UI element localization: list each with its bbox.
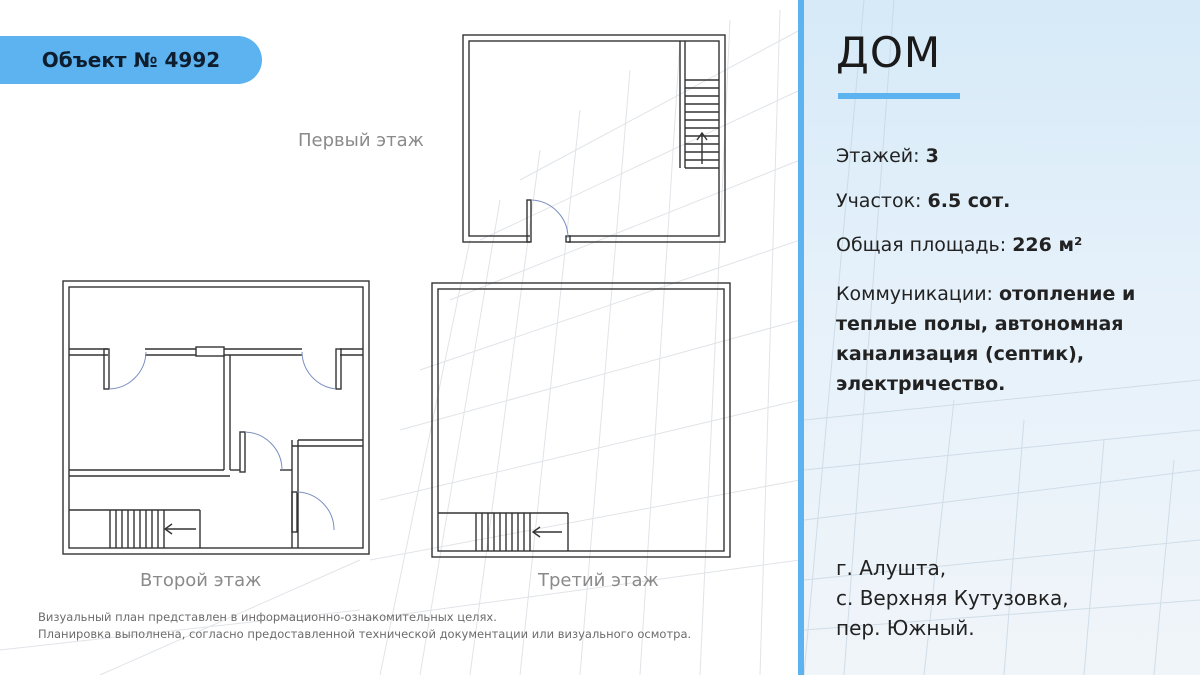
address-village: с. Верхняя Кутузовка, xyxy=(836,586,1069,610)
address-street: пер. Южный. xyxy=(836,616,975,640)
floors-info xyxy=(836,145,939,167)
floor-plan-bottom-right xyxy=(432,283,730,557)
communications-label: Коммуникации: xyxy=(836,283,993,305)
first-floor-label: Первый этаж xyxy=(298,130,424,151)
title-underline xyxy=(838,93,960,99)
floors-value: 3 xyxy=(925,145,939,167)
floor-plan-bottom-left xyxy=(63,281,369,554)
floor-plan-top xyxy=(463,35,725,242)
object-number-badge xyxy=(0,36,262,84)
object-number-label: Объект № 4992 xyxy=(41,48,221,72)
communications-info xyxy=(836,279,1176,399)
panel-divider xyxy=(798,0,804,675)
floors-label: Этажей: xyxy=(836,145,920,167)
plot-label: Участок: xyxy=(836,190,922,212)
plot-value: 6.5 сот. xyxy=(927,190,1011,212)
second-floor-label: Второй этаж xyxy=(140,570,262,591)
disclaimer-line-2: Планировка выполнена, согласно предоставленной технической документации или визуального осмотра. xyxy=(38,627,692,641)
area-info xyxy=(836,234,1082,256)
third-floor-label: Третий этаж xyxy=(538,570,659,591)
disclaimer xyxy=(38,609,691,643)
area-label: Общая площадь: xyxy=(836,234,1007,256)
address xyxy=(836,553,1069,643)
property-type-title: ДОМ xyxy=(836,28,942,77)
disclaimer-line-1: Визуальный план представлен в информационно-ознакомительных целях. xyxy=(38,610,497,624)
address-city: г. Алушта, xyxy=(836,556,947,580)
plot-info xyxy=(836,190,1010,212)
communications-value: отопление и теплые полы, автономная канализация (септик), электричество. xyxy=(836,283,1136,395)
area-value: 226 м² xyxy=(1012,234,1083,256)
